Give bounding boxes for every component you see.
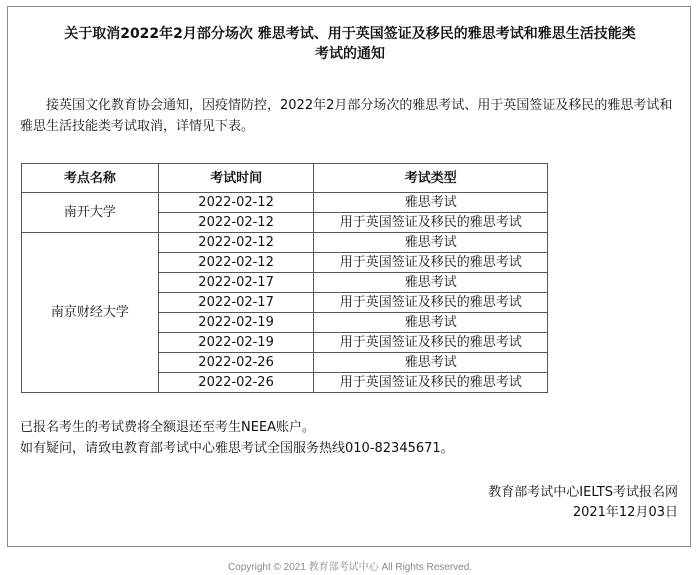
type-cell: 雅思考试 <box>314 273 548 293</box>
type-cell: 用于英国签证及移民的雅思考试 <box>314 213 548 233</box>
date-cell: 2022-02-17 <box>158 273 314 293</box>
signature-date: 2021年12月03日 <box>572 505 678 520</box>
header-date: 考试时间 <box>158 164 314 193</box>
date-cell: 2022-02-12 <box>158 253 314 273</box>
date-cell: 2022-02-12 <box>158 233 314 253</box>
date-cell: 2022-02-19 <box>158 313 314 333</box>
type-cell: 用于英国签证及移民的雅思考试 <box>314 253 548 273</box>
type-cell: 用于英国签证及移民的雅思考试 <box>314 373 548 393</box>
cancellation-table <box>21 163 548 393</box>
table-row <box>22 193 548 213</box>
intro-paragraph: 接英国文化教育协会通知，因疫情防控，2022年2月部分场次的雅思考试、用于英国签证及移民的雅思考试和雅思生活技能类考试取消，详情见下表。 <box>20 98 673 134</box>
contact-note: 如有疑问，请致电教育部考试中心雅思考试全国服务热线010-82345671。 <box>20 441 454 456</box>
date-cell: 2022-02-12 <box>158 213 314 233</box>
table-row <box>22 233 548 253</box>
venue-cell: 南开大学 <box>22 193 159 233</box>
notice-title-line1: 关于取消2022年2月部分场次 雅思考试、用于英国签证及移民的雅思考试和雅思生活技能类 <box>64 26 636 42</box>
refund-note: 已报名考生的考试费将全额退还至考生NEEA账户。 <box>20 420 316 435</box>
date-cell: 2022-02-17 <box>158 293 314 313</box>
type-cell: 雅思考试 <box>314 313 548 333</box>
venue-cell: 南京财经大学 <box>22 233 159 393</box>
date-cell: 2022-02-26 <box>158 373 314 393</box>
type-cell: 雅思考试 <box>314 193 548 213</box>
date-cell: 2022-02-26 <box>158 353 314 373</box>
date-cell: 2022-02-19 <box>158 333 314 353</box>
date-cell: 2022-02-12 <box>158 193 314 213</box>
header-venue: 考点名称 <box>22 164 159 193</box>
type-cell: 雅思考试 <box>314 233 548 253</box>
header-type: 考试类型 <box>314 164 548 193</box>
type-cell: 用于英国签证及移民的雅思考试 <box>314 333 548 353</box>
notice-title-line2: 考试的通知 <box>315 46 385 62</box>
signature-organization: 教育部考试中心IELTS考试报名网 <box>488 485 678 500</box>
type-cell: 雅思考试 <box>314 353 548 373</box>
type-cell: 用于英国签证及移民的雅思考试 <box>314 293 548 313</box>
footer-copyright: Copyright © 2021 教育部考试中心 All Rights Reserved. <box>227 562 473 573</box>
table-header-row <box>22 164 548 193</box>
